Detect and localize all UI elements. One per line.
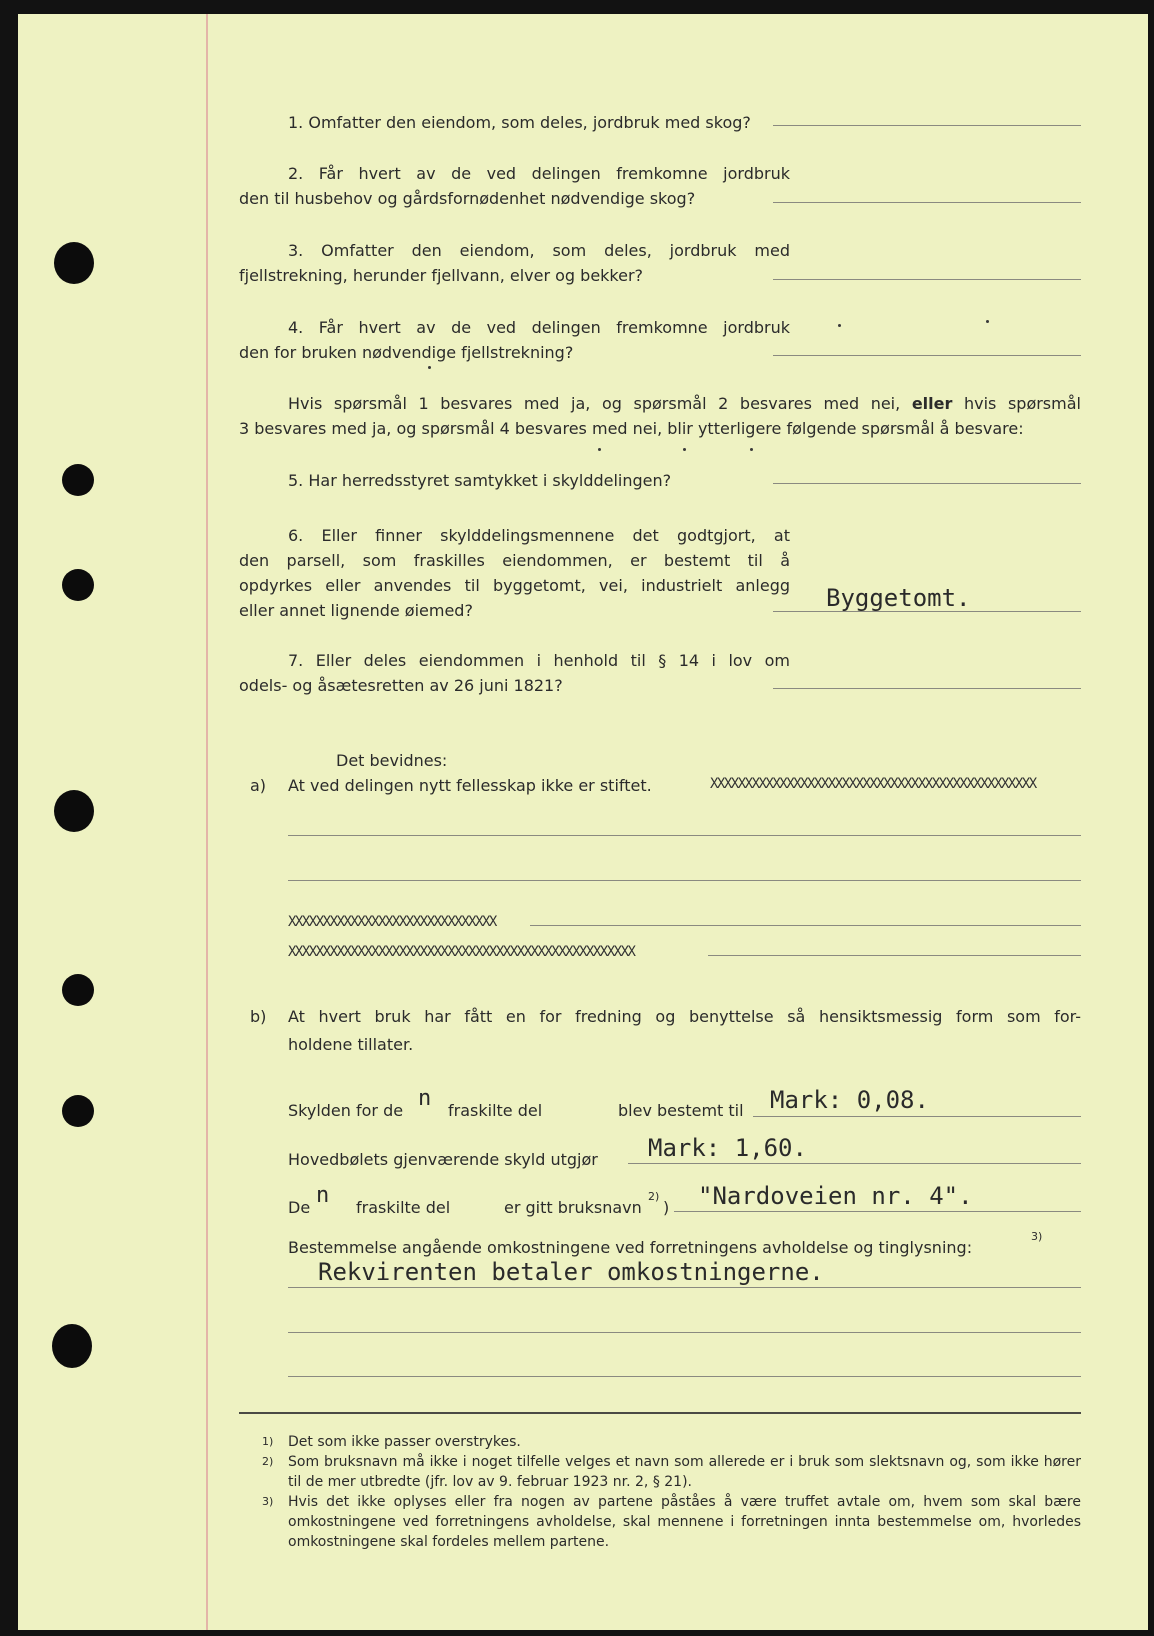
footnote-3: Hvis det ikke oplyses eller fra nogen av partene påståes å være truffet avtale om, hvem som skal bære omkostningene ved forretningens avholdelse, skal mennene i forretningen innta bestemmelse om, hvorledes omkostningene skal fordeles mellem partene.: [288, 1494, 1081, 1550]
bestemmelse-footnote-ref: 3): [1031, 1230, 1043, 1243]
speck: [683, 448, 686, 451]
conditional-part-a: Hvis spørsmål 1 besvares med ja, og spørsmål 2 besvares med nei,: [288, 394, 901, 413]
answer-line-5: [773, 483, 1081, 484]
hoved-label: Hovedbølets gjenværende skyld utgjør: [288, 1150, 598, 1169]
bevidnes-line-4: [708, 955, 1081, 956]
speck: [838, 324, 841, 327]
binder-hole: [62, 1095, 94, 1127]
question-3-line1: 3. Omfatter den eiendom, som deles, jordbruk med: [288, 241, 790, 260]
footnote-2: Som bruksnavn må ikke i noget tilfelle velges et navn som allerede er i bruk som slektsnavn og, som ikke hører til de mer utbredte (jfr. lov av 9. februar 1923 nr. 2, § 21).: [288, 1454, 1081, 1490]
bestemmelse-value: Rekvirenten betaler omkostningerne.: [318, 1258, 824, 1286]
answer-line-2: [773, 202, 1081, 203]
bevidnes-a-marker: a): [250, 776, 267, 795]
skyld-n2: n: [316, 1183, 330, 1208]
bestemmelse-line-3: [288, 1376, 1081, 1377]
bruksnavn-line: [674, 1211, 1081, 1212]
bruksnavn-value: "Nardoveien nr. 4".: [698, 1182, 973, 1210]
question-6-line2: den parsell, som fraskilles eiendommen, er bestemt til å: [239, 551, 790, 570]
margin-line: [206, 14, 208, 1630]
bevidnes-b-marker: b): [250, 1007, 267, 1026]
binder-hole: [54, 790, 94, 832]
bevidnes-line-1: [288, 835, 1081, 836]
bevidnes-b-line1: At hvert bruk har fått en for fredning og benyttelse så hensiktsmessig form som for-: [288, 1007, 1081, 1026]
bevidnes-heading: Det bevidnes:: [336, 751, 448, 770]
binder-hole: [62, 569, 94, 601]
bevidnes-a-text: At ved delingen nytt fellesskap ikke er stiftet.: [288, 776, 652, 795]
speck: [986, 320, 989, 323]
hoved-value: Mark: 1,60.: [648, 1134, 807, 1162]
skyld-label-a: Skylden for de: [288, 1101, 404, 1120]
binder-hole: [54, 242, 94, 284]
question-6-line3: opdyrkes eller anvendes til byggetomt, vei, industrielt anlegg: [239, 576, 790, 595]
conditional-part-c: hvis spørsmål: [963, 394, 1081, 413]
question-5-text: 5. Har herredsstyret samtykket i skylddelingen?: [288, 471, 672, 490]
bevidnes-a-struck: XXXXXXXXXXXXXXXXXXXXXXXXXXXXXXXXXXXXXXXXXXXXXXX: [710, 776, 1036, 792]
gitt-label: er gitt bruksnavn: [504, 1198, 642, 1217]
bestemmelse-label: Bestemmelse angående omkostningene ved forretningens avholdelse og tinglysning:: [288, 1238, 973, 1257]
answer-line-6: [773, 611, 1081, 612]
hoved-line: [628, 1163, 1081, 1164]
question-2-line2: den til husbehov og gårdsfornødenhet nødvendige skog?: [239, 189, 696, 208]
footnote-1-mark: 1): [262, 1435, 274, 1448]
skyld-label-b: fraskilte del: [448, 1101, 543, 1120]
bevidnes-line-2: [288, 880, 1081, 881]
speck: [428, 366, 431, 369]
skyld-n1: n: [418, 1086, 432, 1111]
conditional-eller: eller: [911, 394, 953, 413]
skyld-line: [753, 1116, 1081, 1117]
answer-line-3: [773, 279, 1081, 280]
struck-line-1: XXXXXXXXXXXXXXXXXXXXXXXXXXXXXX: [288, 914, 496, 930]
bestemmelse-line-2: [288, 1332, 1081, 1333]
binder-hole: [62, 464, 94, 496]
footnote-separator: [239, 1412, 1081, 1414]
conditional-line1: [288, 391, 1081, 416]
bevidnes-b-line2: holdene tillater.: [288, 1035, 414, 1054]
answer-line-7: [773, 688, 1081, 689]
question-6-answer: Byggetomt.: [826, 584, 971, 612]
question-3-line2: fjellstrekning, herunder fjellvann, elver og bekker?: [239, 266, 644, 285]
bevidnes-line-3: [530, 925, 1081, 926]
skyld-label-c: blev bestemt til: [618, 1101, 744, 1120]
question-6-line1: 6. Eller finner skylddelingsmennene det godtgjort, at: [288, 526, 790, 545]
footnote-3-mark: 3): [262, 1495, 274, 1508]
question-1-text: 1. Omfatter den eiendom, som deles, jordbruk med skog?: [288, 113, 751, 132]
de-label: De: [288, 1198, 311, 1217]
gitt-footnote-ref: 2): [648, 1190, 660, 1203]
question-7-line2: odels- og åsætesretten av 26 juni 1821?: [239, 676, 563, 695]
gitt-close: ): [663, 1198, 670, 1217]
question-2-line1: 2. Får hvert av de ved delingen fremkomne jordbruk: [288, 164, 790, 183]
speck: [598, 448, 601, 451]
question-6-line4: eller annet lignende øiemed?: [239, 601, 473, 620]
fraskilte-label: fraskilte del: [356, 1198, 451, 1217]
bestemmelse-line-1: [288, 1287, 1081, 1288]
conditional-line2: 3 besvares med ja, og spørsmål 4 besvares med nei, blir ytterligere følgende spørsmål å besvare:: [239, 419, 1024, 438]
binder-hole: [62, 974, 94, 1006]
answer-line-1: [773, 125, 1081, 126]
speck: [750, 448, 753, 451]
question-4-line1: 4. Får hvert av de ved delingen fremkomne jordbruk: [288, 318, 790, 337]
binder-hole: [52, 1324, 92, 1368]
footnote-1: Det som ikke passer overstrykes.: [288, 1434, 521, 1450]
skyld-value: Mark: 0,08.: [770, 1086, 929, 1114]
answer-line-4: [773, 355, 1081, 356]
document-page: [18, 14, 1148, 1630]
question-7-line1: 7. Eller deles eiendommen i henhold til § 14 i lov om: [288, 651, 790, 670]
footnote-2-mark: 2): [262, 1455, 274, 1468]
question-4-line2: den for bruken nødvendige fjellstrekning?: [239, 343, 574, 362]
struck-line-2: XXXXXXXXXXXXXXXXXXXXXXXXXXXXXXXXXXXXXXXXXXXXXXXXXX: [288, 944, 635, 960]
